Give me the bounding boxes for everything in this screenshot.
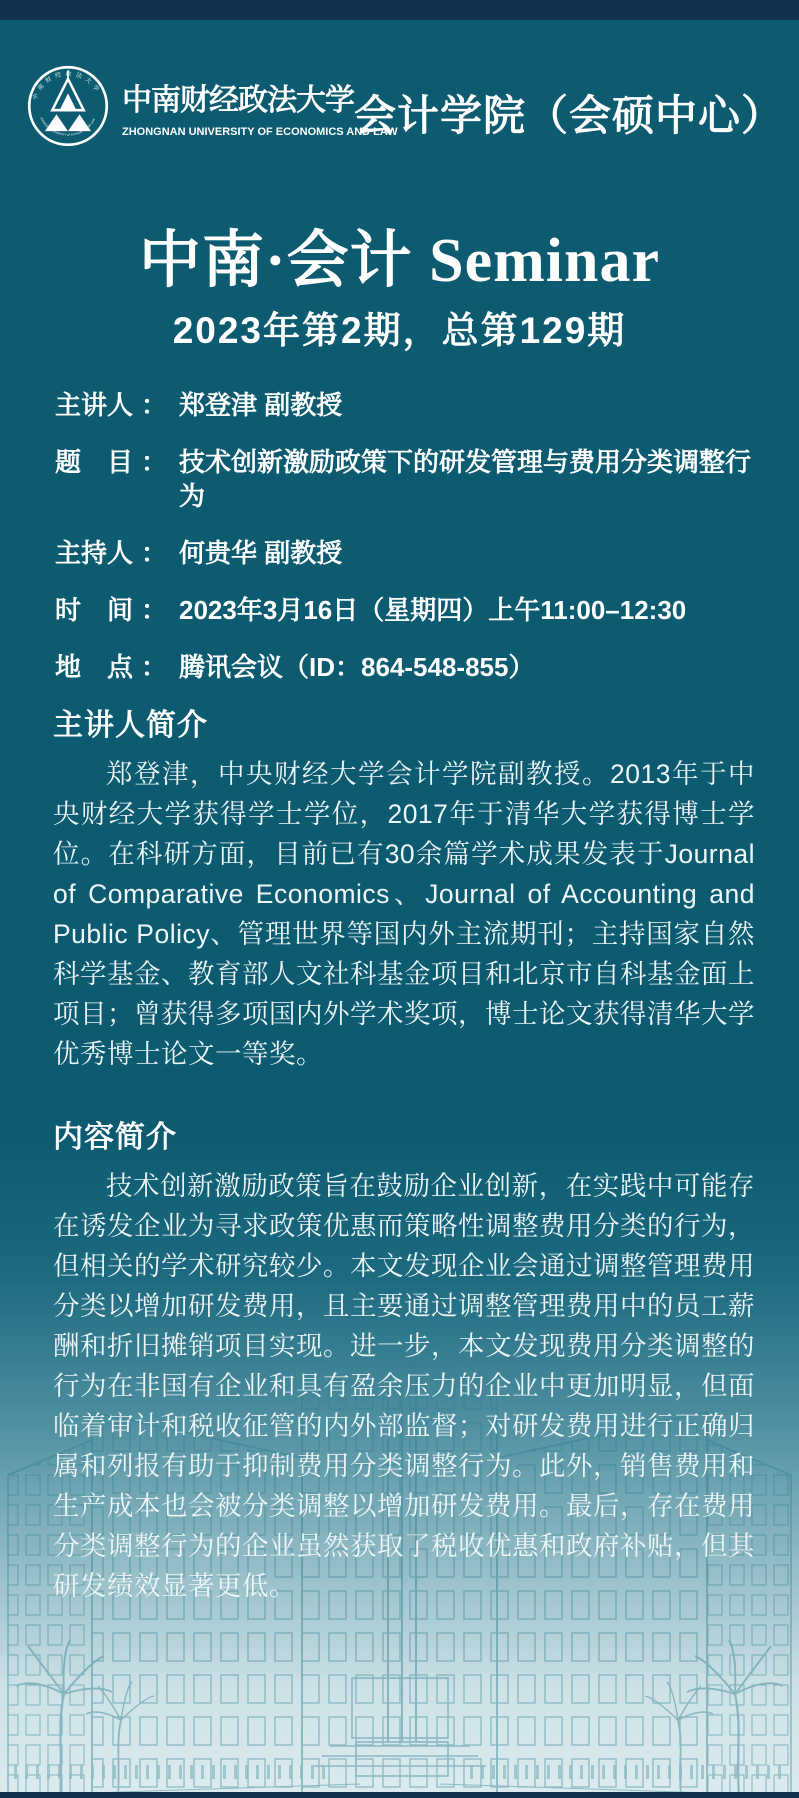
abstract-text: 技术创新激励政策旨在鼓励企业创新，在实践中可能存在诱发企业为寻求政策优惠而策略性调整费用分类的行为，但相关的学术研究较少。本文发现企业会通过调整管理费用分类以增加研发费用，且主要通过调整管理费用中的员工薪酬和折旧摊销项目实现。进一步，本文发现费用分类调整的行为在非国有企业和具有盈余压力的企业中更加明显，但面临着审计和税收征管的内外部监督；对研发费用进行正确归属和列报有助于抑制费用分类调整行为。此外，销售费用和生产成本也会被分类调整以增加研发费用。最后，存在费用分类调整行为的企业虽然获取了税收优惠和政府补贴，但其研发绩效显著更低。 [53, 1171, 755, 1601]
seminar-info-list [55, 388, 773, 684]
info-row-time [55, 593, 773, 627]
info-label: 时 间 [55, 595, 134, 625]
seminar-title-cn: 中南·会计 [138, 227, 413, 295]
info-colon: ： [141, 595, 168, 625]
info-label: 地 点 [55, 652, 134, 682]
svg-text:ZHONGNAN UNIVERSITY OF ECONOMI [39, 116, 96, 136]
seminar-title-en: Seminar [429, 227, 661, 295]
bottom-navy-bar [0, 1792, 799, 1798]
issue-line: 2023年第2期，总第129期 [172, 310, 627, 351]
seal-ring-text-en: ZHONGNAN UNIVERSITY OF ECONOMICS AND LAW [39, 116, 96, 137]
info-row-location [55, 650, 773, 684]
info-value: 腾讯会议（ID：864-548-855） [179, 652, 535, 682]
speaker-bio-heading: 主讲人简介 [53, 709, 208, 742]
top-navy-bar [0, 0, 799, 20]
section-abstract [53, 1112, 755, 1606]
university-name-block [122, 75, 398, 138]
info-colon: ： [141, 390, 168, 420]
header [26, 62, 785, 150]
section-speaker-bio [53, 700, 755, 1074]
seal-ring-text-cn: 中南财经政法大学 [32, 71, 102, 101]
content-sections [53, 700, 755, 1606]
info-colon: ： [141, 447, 168, 477]
info-value: 郑登津 副教授 [179, 390, 343, 420]
department-title: 会计学院（会硕中心） [354, 92, 785, 139]
info-label: 主讲人 [55, 390, 134, 420]
info-row-topic [55, 445, 773, 513]
info-row-speaker [55, 388, 773, 422]
university-name-en: ZHONGNAN UNIVERSITY OF ECONOMICS AND LAW [122, 125, 398, 138]
info-value: 技术创新激励政策下的研发管理与费用分类调整行为 [179, 447, 752, 511]
seminar-title [0, 210, 799, 299]
info-value: 2023年3月16日（星期四）上午11:00–12:30 [179, 595, 687, 625]
info-label: 主持人 [55, 538, 134, 568]
info-row-host [55, 536, 773, 570]
university-name-cn: 中南财经政法大学 [122, 83, 354, 117]
info-label: 题 目 [55, 447, 134, 477]
speaker-bio-text: 郑登津，中央财经大学会计学院副教授。2013年于中央财经大学获得学士学位，2017年于清华大学获得博士学位。在科研方面，目前已有30余篇学术成果发表于Journal of Comparative Economics、Journal of Accounting and Public Policy、管理世界等国内外主流期刊；主持国家自然科学基金、教育部人文社科基金项目和北京市自科基金面上项目；曾获得多项国内外学术奖项，博士论文获得清华大学优秀博士论文一等奖。 [53, 759, 755, 1069]
info-value: 何贵华 副教授 [179, 538, 343, 568]
university-seal-icon [26, 62, 110, 150]
info-colon: ： [141, 652, 168, 682]
info-colon: ： [141, 538, 168, 568]
abstract-heading: 内容简介 [53, 1121, 177, 1154]
